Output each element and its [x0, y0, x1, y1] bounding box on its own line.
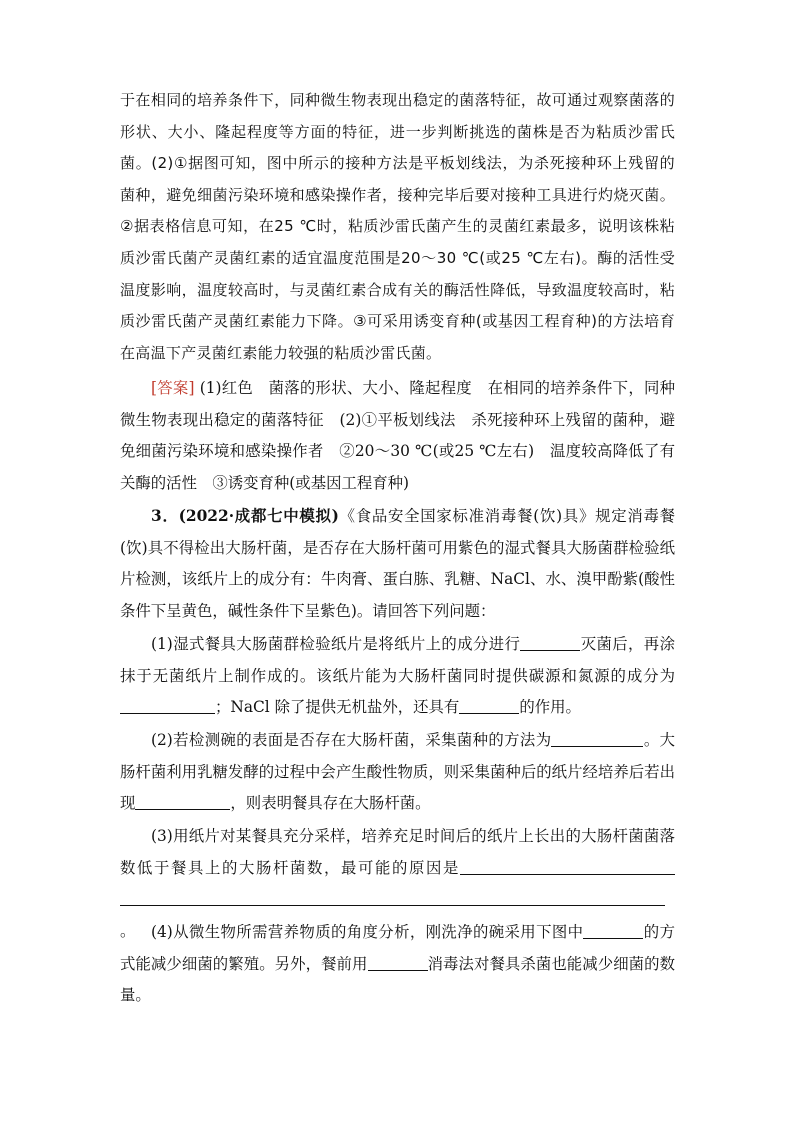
question-source: (2022·成都七中模拟)	[178, 507, 339, 525]
sub-question-2-part-c: ，则表明餐具存在大肠杆菌。	[230, 794, 431, 813]
sub-question-1-part-b: 灭菌后，再涂抹于无菌纸片上制作成的。该纸片能为大肠杆菌同时提供碳源和氮源的成分为	[120, 635, 675, 685]
answer-tag: [答案]	[151, 379, 195, 397]
question-number: 3．	[151, 507, 179, 525]
sub-question-2-part-b: 。大肠杆菌利用乳糖发酵的过程中会产生酸性物质，则采集菌种后的纸片经培养后若出现	[120, 731, 675, 813]
sub-question-2	[120, 725, 675, 820]
answer-blank[interactable]	[520, 630, 580, 651]
answer-blank[interactable]	[459, 693, 519, 714]
answer-text: (1)红色 菌落的形状、大小、隆起程度 在相同的培养条件下，同种微生物表现出稳定的菌落特征 (2)①平板划线法 杀死接种环上残留的菌种，避免细菌污染环境和感染操作者 ②20～30 ℃(或25 ℃左右) 温度较高降低了有关酶的活性 ③诱变育种(或基因工程育种)	[120, 379, 675, 492]
sub-question-1-part-c: ；NaCl 除了提供无机盐外，还具有	[215, 698, 460, 717]
question-text: 《食品安全国家标准消毒餐(饮)具》规定消毒餐(饮)具不得检出大肠杆菌，是否存在大肠杆菌可用紫色的湿式餐具大肠菌群检验纸片检测，该纸片上的成分有：牛肉膏、蛋白胨、乳糖、NaCl、水、溴甲酚紫(酸性条件下呈黄色，碱性条件下呈紫色)。请回答下列问题：	[120, 507, 676, 620]
answer-blank[interactable]	[551, 726, 643, 747]
answer-blank[interactable]	[120, 693, 215, 714]
sub-question-3-part-a: (3)用纸片对某餐具充分采样，培养充足时间后的纸片上长出的大肠杆菌菌落数低于餐具上的大肠杆菌数，最可能的原因是	[120, 827, 675, 877]
sub-question-3-part-b: 。	[120, 921, 136, 940]
sub-question-4-part-b: 的方式能减少细菌的繁殖。另外，餐前用	[120, 923, 675, 973]
answer-blank[interactable]	[120, 885, 665, 906]
sub-question-4-part-a: (4)从微生物所需营养物质的角度分析，刚洗净的碗采用下图中	[151, 923, 584, 941]
answer-paragraph	[120, 373, 675, 499]
question-3-stem	[120, 501, 675, 627]
explanation-text: 于在相同的培养条件下，同种微生物表现出稳定的菌落特征，故可通过观察菌落的形状、大小、隆起程度等方面的特征，进一步判断挑选的菌株是否为粘质沙雷氏菌。(2)①据图可知，图中所示的接种方法是平板划线法，为杀死接种环上残留的菌种，避免细菌污染环境和感染操作者，接种完毕后要对接种工具进行灼烧灭菌。②据表格信息可知，在25 ℃时，粘质沙雷氏菌产生的灵菌红素最多，说明该株粘质沙雷氏菌产灵菌红素的适宜温度范围是20～30 ℃(或25 ℃左右)。酶的活性受温度影响，温度较高时，与灵菌红素合成有关的酶活性降低，导致温度较高时，粘质沙雷氏菌产灵菌红素能力下降。③可采用诱变育种(或基因工程育种)的方法培育在高温下产灵菌红素能力较强的粘质沙雷氏菌。	[120, 91, 675, 362]
answer-blank[interactable]	[460, 854, 675, 875]
answer-blank[interactable]	[368, 950, 428, 971]
sub-question-2-part-a: (2)若检测碗的表面是否存在大肠杆菌，采集菌种的方法为	[151, 731, 552, 749]
sub-question-1	[120, 629, 675, 724]
sub-question-4	[120, 917, 675, 1012]
answer-blank[interactable]	[135, 789, 230, 810]
answer-blank[interactable]	[583, 918, 643, 939]
explanation-paragraph	[120, 85, 675, 369]
sub-question-1-part-d: 的作用。	[519, 698, 581, 717]
sub-question-4-part-c: 消毒法对餐具杀菌也能减少细菌的数量。	[120, 954, 675, 1005]
sub-question-1-part-a: (1)湿式餐具大肠菌群检验纸片是将纸片上的成分进行	[151, 635, 521, 653]
